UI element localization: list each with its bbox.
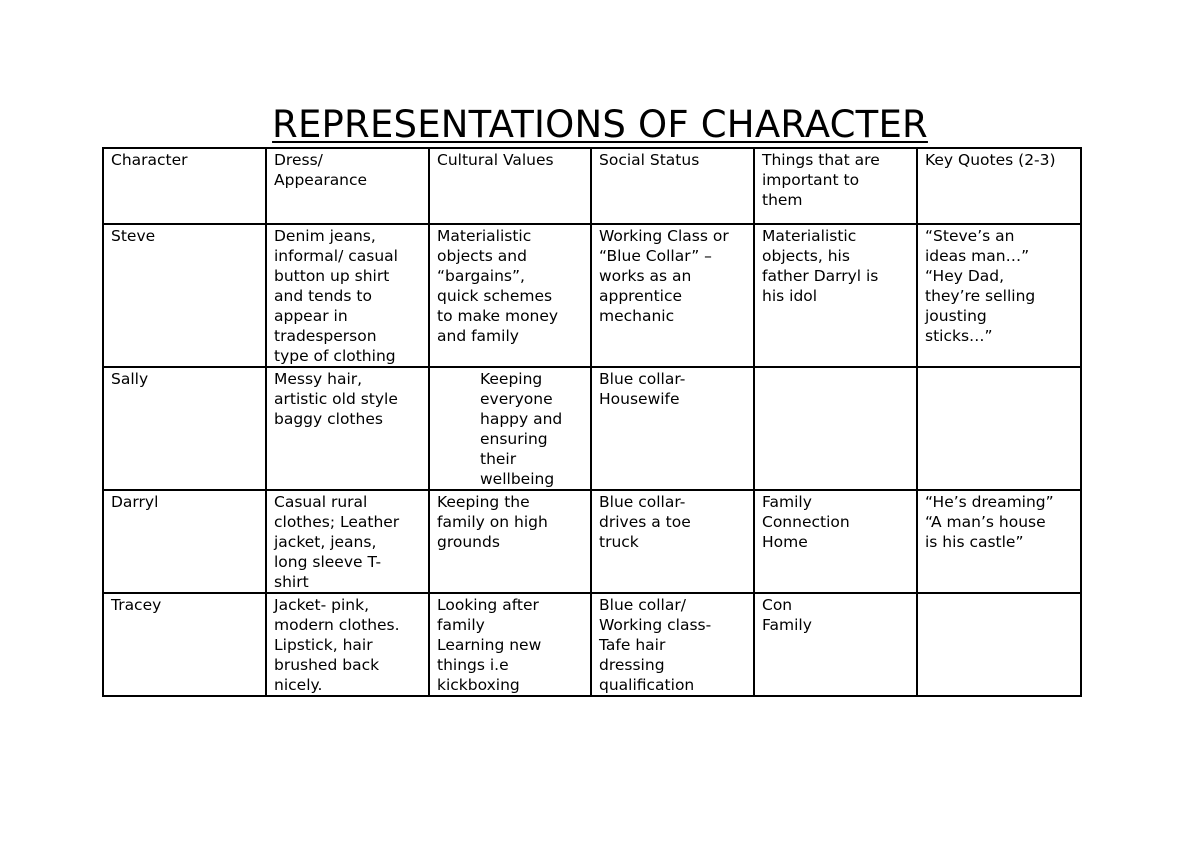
cell-character	[103, 224, 266, 367]
cell-line: button up shirt	[274, 267, 390, 285]
cell-line: Denim jeans,	[274, 227, 376, 245]
cell-cultural-values	[429, 490, 591, 593]
cell-line: kickboxing	[437, 676, 520, 694]
cell-line: family on high	[437, 513, 548, 531]
cell-dress	[266, 593, 429, 696]
cell-line: ensuring	[480, 430, 548, 448]
table-row-darryl	[103, 490, 1081, 593]
cell-line: Messy hair,	[274, 370, 363, 388]
cell-line: “bargains”,	[437, 267, 525, 285]
cell-line: Home	[762, 533, 808, 551]
cell-line: dressing	[599, 656, 665, 674]
header-row	[103, 148, 1081, 224]
cell-character	[103, 593, 266, 696]
cell-line: and family	[437, 327, 519, 345]
cell-social-status	[591, 490, 754, 593]
cell-line: Working class-	[599, 616, 712, 634]
cell-line: objects and	[437, 247, 527, 265]
cell-line: to make money	[437, 307, 559, 325]
cell-line: brushed back	[274, 656, 380, 674]
cell-line: Casual rural	[274, 493, 368, 511]
header-line: Character	[111, 151, 188, 169]
cell-line: Con	[762, 596, 793, 614]
header-cell-dress	[266, 148, 429, 224]
cell-line: “Blue Collar” –	[599, 247, 712, 265]
header-line: Appearance	[274, 171, 368, 189]
cell-line: apprentice	[599, 287, 683, 305]
cell-dress	[266, 490, 429, 593]
header-line: Social Status	[599, 151, 700, 169]
cell-line: type of clothing	[274, 347, 396, 365]
cell-character	[103, 367, 266, 490]
cell-line: Housewife	[599, 390, 680, 408]
header-cell-cultural-values	[429, 148, 591, 224]
table-row-sally	[103, 367, 1081, 490]
cell-line: Blue collar/	[599, 596, 686, 614]
cell-line: appear in	[274, 307, 348, 325]
cell-line: wellbeing	[480, 470, 555, 488]
cell-line: Connection	[762, 513, 850, 531]
cell-line: Jacket- pink,	[274, 596, 370, 614]
header-line: Cultural Values	[437, 151, 554, 169]
cell-line: artistic old style	[274, 390, 398, 408]
table-row-steve	[103, 224, 1081, 367]
cell-line: baggy clothes	[274, 410, 383, 428]
cell-line: long sleeve T-	[274, 553, 382, 571]
cell-line: objects, his	[762, 247, 850, 265]
cell-line: “Steve’s an	[925, 227, 1015, 245]
cell-cultural-values	[429, 367, 591, 490]
cell-social-status	[591, 367, 754, 490]
cell-line: is his castle”	[925, 533, 1024, 551]
cell-line: ideas man…”	[925, 247, 1030, 265]
cell-line: nicely.	[274, 676, 323, 694]
cell-line: informal/ casual	[274, 247, 398, 265]
header-line: Dress/	[274, 151, 323, 169]
header-cell-character	[103, 148, 266, 224]
cell-line: Lipstick, hair	[274, 636, 373, 654]
header-line: Things that are	[762, 151, 880, 169]
cell-line: Darryl	[111, 493, 159, 511]
cell-line: Family	[762, 616, 812, 634]
cell-line: grounds	[437, 533, 500, 551]
cell-line: Sally	[111, 370, 149, 388]
cell-line: Materialistic	[762, 227, 857, 245]
cell-line: clothes; Leather	[274, 513, 400, 531]
cell-line: Working Class or	[599, 227, 729, 245]
cell-cultural-values	[429, 224, 591, 367]
character-table	[102, 147, 1082, 697]
cell-dress	[266, 224, 429, 367]
cell-line: they’re selling	[925, 287, 1036, 305]
cell-line: mechanic	[599, 307, 675, 325]
cell-cultural-values	[429, 593, 591, 696]
cell-line: “He’s dreaming”	[925, 493, 1054, 511]
cell-line: Blue collar-	[599, 370, 686, 388]
cell-line: sticks…”	[925, 327, 993, 345]
cell-line: their	[480, 450, 517, 468]
cell-line: things i.e	[437, 656, 509, 674]
cell-important-things	[754, 367, 917, 490]
cell-line: Steve	[111, 227, 156, 245]
header-line: important to	[762, 171, 860, 189]
cell-line: jousting	[925, 307, 987, 325]
cell-line: drives a toe	[599, 513, 691, 531]
header-cell-important-things	[754, 148, 917, 224]
cell-important-things	[754, 490, 917, 593]
header-cell-social-status	[591, 148, 754, 224]
header-line: Key Quotes (2-3)	[925, 151, 1056, 169]
cell-social-status	[591, 224, 754, 367]
cell-line: shirt	[274, 573, 309, 591]
cell-line: family	[437, 616, 485, 634]
header-cell-key-quotes	[917, 148, 1081, 224]
cell-line: tradesperson	[274, 327, 377, 345]
cell-line: Tracey	[111, 596, 162, 614]
cell-line: “A man’s house	[925, 513, 1046, 531]
cell-line: Looking after	[437, 596, 539, 614]
cell-key-quotes	[917, 593, 1081, 696]
cell-dress	[266, 367, 429, 490]
cell-line: happy and	[480, 410, 563, 428]
cell-line: father Darryl is	[762, 267, 879, 285]
cell-line: Blue collar-	[599, 493, 686, 511]
cell-character	[103, 490, 266, 593]
header-line: them	[762, 191, 803, 209]
cell-key-quotes	[917, 367, 1081, 490]
cell-line: Keeping the	[437, 493, 530, 511]
cell-line: Family	[762, 493, 812, 511]
cell-key-quotes	[917, 224, 1081, 367]
cell-line: “Hey Dad,	[925, 267, 1005, 285]
cell-important-things	[754, 593, 917, 696]
cell-line: everyone	[480, 390, 553, 408]
cell-important-things	[754, 224, 917, 367]
cell-key-quotes	[917, 490, 1081, 593]
cell-line: modern clothes.	[274, 616, 400, 634]
cell-line: jacket, jeans,	[274, 533, 377, 551]
cell-line: works as an	[599, 267, 692, 285]
cell-line: Materialistic	[437, 227, 532, 245]
cell-line: truck	[599, 533, 639, 551]
table-row-tracey	[103, 593, 1081, 696]
cell-line: Tafe hair	[599, 636, 666, 654]
cell-line: qualification	[599, 676, 695, 694]
cell-line: and tends to	[274, 287, 372, 305]
cell-social-status	[591, 593, 754, 696]
cell-line: quick schemes	[437, 287, 553, 305]
document-title: REPRESENTATIONS OF CHARACTER	[272, 103, 928, 146]
cell-line: Keeping	[480, 370, 543, 388]
cell-line: his idol	[762, 287, 818, 305]
cell-line: Learning new	[437, 636, 542, 654]
